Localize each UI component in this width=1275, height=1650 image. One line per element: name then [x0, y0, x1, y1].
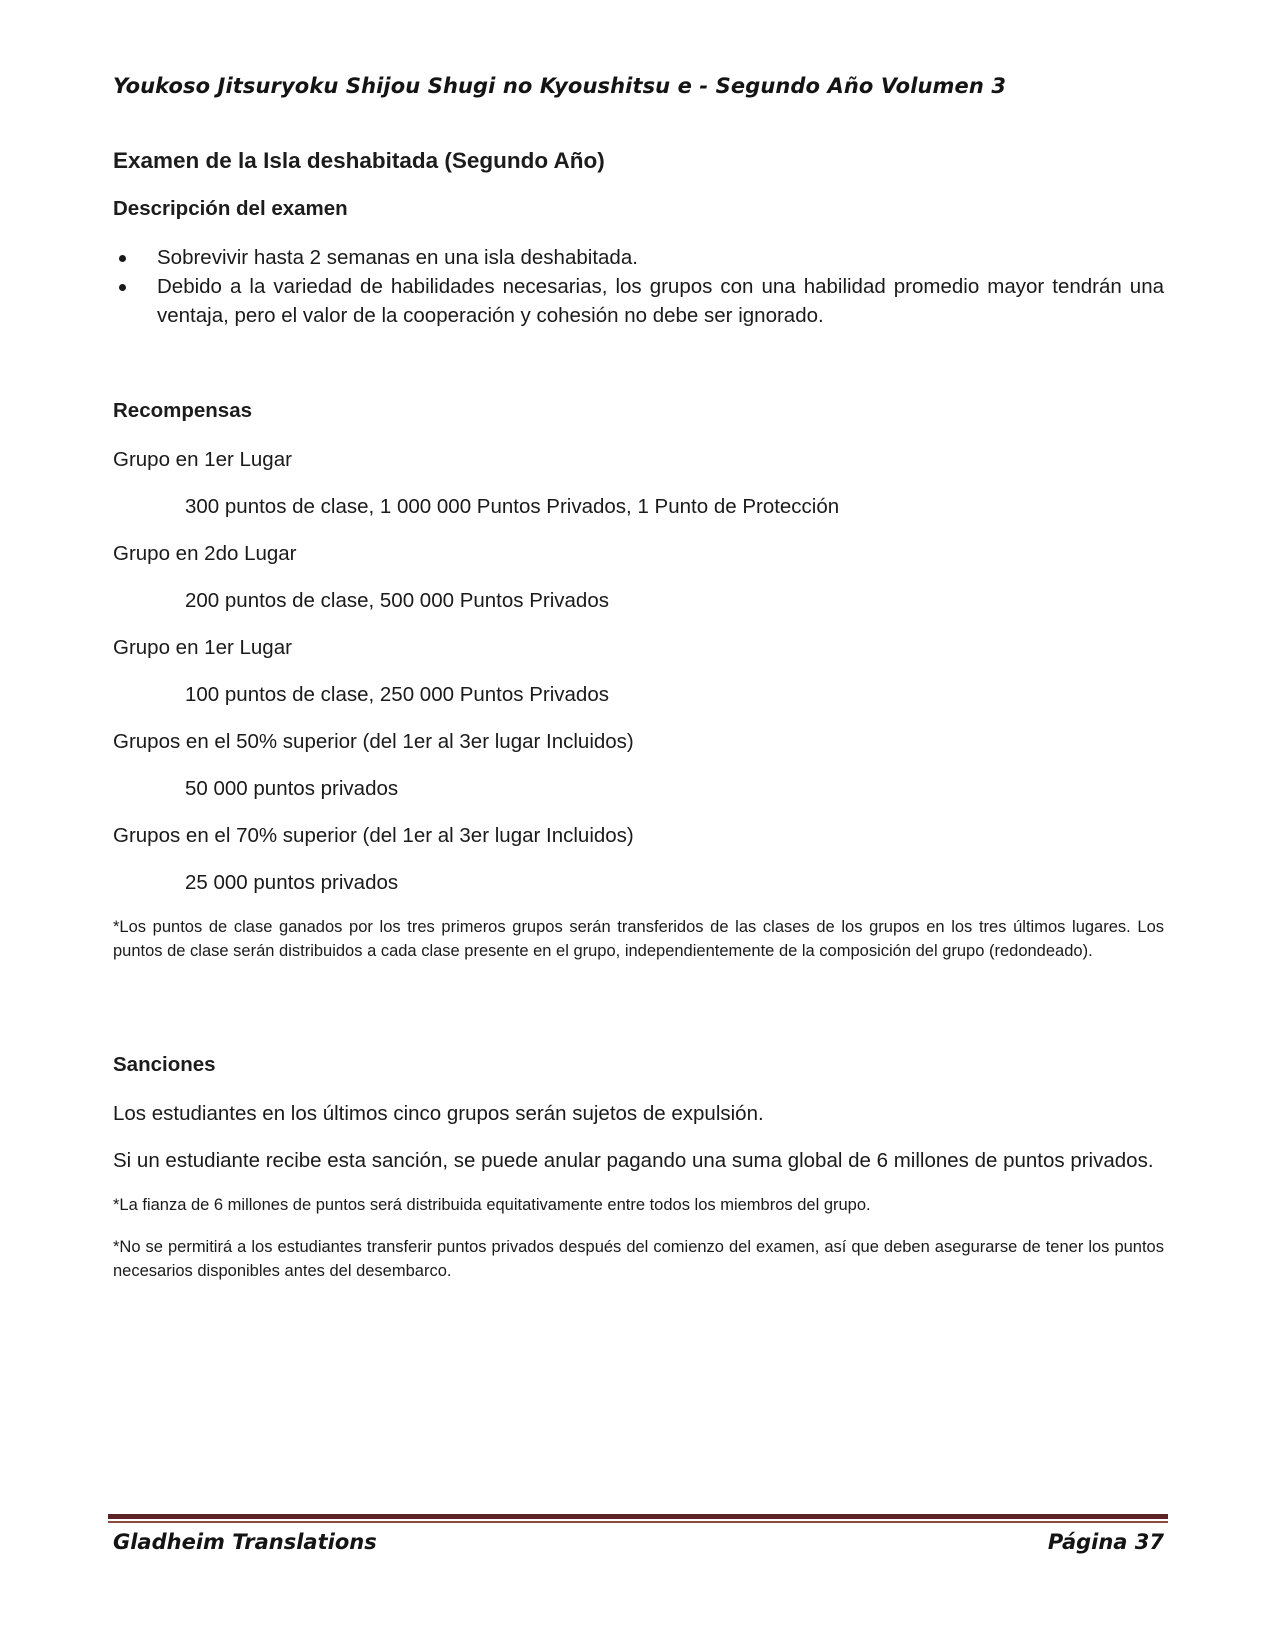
- footer-credit: Gladheim Translations: [113, 1530, 377, 1554]
- bullet-icon: [119, 284, 126, 291]
- reward-group-label: Grupos en el 70% superior (del 1er al 3er lugar Incluidos): [113, 824, 634, 847]
- reward-value: 25 000 puntos privados: [185, 871, 399, 894]
- sanctions-heading: Sanciones: [113, 1053, 216, 1076]
- bullet-icon: [119, 255, 126, 262]
- reward-value: 200 puntos de clase, 500 000 Puntos Privados: [185, 589, 609, 612]
- reward-group-label: Grupo en 1er Lugar: [113, 448, 292, 471]
- reward-value: 100 puntos de clase, 250 000 Puntos Privados: [185, 683, 609, 706]
- sanctions-note: *No se permitirá a los estudiantes transferir puntos privados después del comienzo del examen, así que deben asegurarse de tener los puntos necesarios disponibles antes del desembarco.: [113, 1238, 1164, 1280]
- section-title: Examen de la Isla deshabitada (Segundo Año): [113, 148, 605, 173]
- sanctions-paragraph: Si un estudiante recibe esta sanción, se puede anular pagando una suma global de 6 millones de puntos privados.: [113, 1149, 1154, 1172]
- list-item: [113, 272, 1164, 330]
- rewards-note: *Los puntos de clase ganados por los tres primeros grupos serán transferidos de las clases de los grupos en los tres últimos lugares. Los puntos de clase serán distribuidos a cada clase presente en el grupo, independientemente de la composición del grupo (redondeado).: [113, 918, 1164, 960]
- page-content: [113, 148, 1164, 1301]
- description-list: [113, 243, 1164, 330]
- sanctions-note: *La fianza de 6 millones de puntos será distribuida equitativamente entre todos los miembros del grupo.: [113, 1196, 871, 1214]
- footer-divider-thin: [108, 1521, 1168, 1523]
- document-page: [113, 0, 1164, 1650]
- list-item: [113, 243, 1164, 272]
- reward-group-label: Grupo en 2do Lugar: [113, 542, 297, 565]
- reward-group-label: Grupo en 1er Lugar: [113, 636, 292, 659]
- rewards-heading: Recompensas: [113, 399, 253, 422]
- description-heading: Descripción del examen: [113, 197, 348, 220]
- reward-value: 300 puntos de clase, 1 000 000 Puntos Privados, 1 Punto de Protección: [185, 495, 840, 518]
- list-item-text: Debido a la variedad de habilidades necesarias, los grupos con una habilidad promedio mayor tendrán una ventaja, pero el valor de la cooperación y cohesión no debe ser ignorado.: [157, 275, 1164, 327]
- running-header: Youkoso Jitsuryoku Shijou Shugi no Kyoushitsu e - Segundo Año Volumen 3: [113, 74, 1007, 98]
- reward-value: 50 000 puntos privados: [185, 777, 399, 800]
- page-number: Página 37: [1047, 1530, 1164, 1554]
- reward-group-label: Grupos en el 50% superior (del 1er al 3er lugar Incluidos): [113, 730, 634, 753]
- list-item-text: Sobrevivir hasta 2 semanas en una isla deshabitada.: [157, 246, 638, 269]
- footer-divider: [108, 1514, 1168, 1519]
- sanctions-paragraph: Los estudiantes en los últimos cinco grupos serán sujetos de expulsión.: [113, 1102, 764, 1125]
